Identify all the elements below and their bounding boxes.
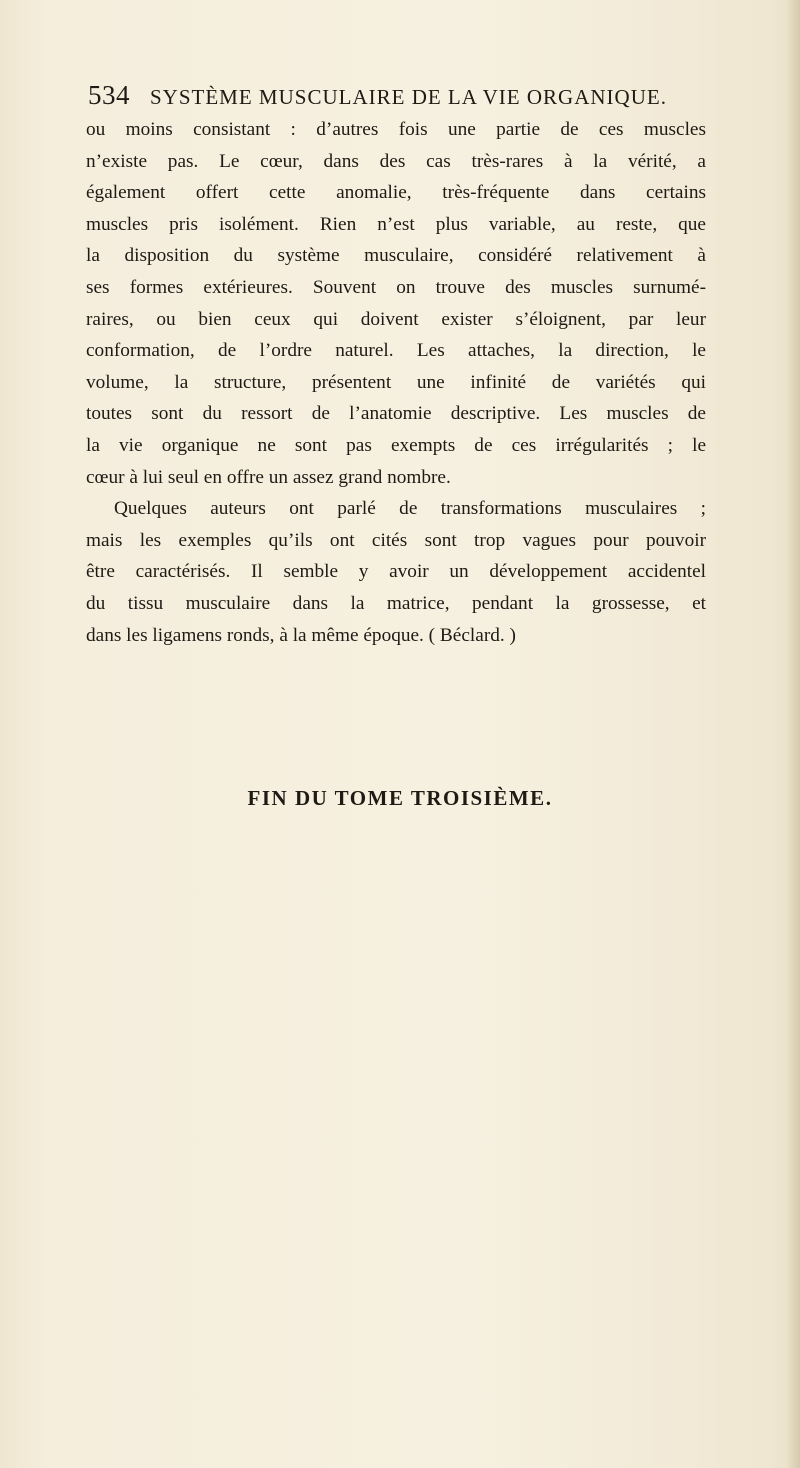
paragraph-end-line: cœur à lui seul en offre un assez grand nombre. (86, 466, 451, 488)
text-line: volume, la structure, présentent une infinité de variétés qui (86, 371, 706, 393)
text-line: du tissu musculaire dans la matrice, pendant la grossesse, et (86, 592, 706, 614)
text-line: la vie organique ne sont pas exempts de ces irrégularités ; le (86, 434, 706, 456)
text-line: n’existe pas. Le cœur, dans des cas très-rares à la vérité, a (86, 150, 706, 172)
text-line: ses formes extérieures. Souvent on trouve des muscles surnumé- (86, 276, 706, 298)
text-line: conformation, de l’ordre naturel. Les attaches, la direction, le (86, 340, 706, 362)
paragraph-start-line: Quelques auteurs ont parlé de transformations musculaires ; (114, 498, 706, 520)
end-of-volume-note: FIN DU TOME TROISIÈME. (247, 786, 553, 810)
body-text (86, 114, 706, 651)
signature-line: dans les ligamens ronds, à la même époque. ( Béclard. ) (86, 624, 516, 646)
text-line: toutes sont du ressort de l’anatomie descriptive. Les muscles de (86, 403, 706, 425)
text-line: être caractérisés. Il semble y avoir un développement accidentel (86, 561, 706, 583)
text-line: mais les exemples qu’ils ont cités sont trop vagues pour pouvoir (86, 529, 706, 551)
running-title: SYSTÈME MUSCULAIRE DE LA VIE ORGANIQUE. (150, 85, 667, 109)
text-line: muscles pris isolément. Rien n’est plus variable, au reste, que (86, 213, 706, 235)
text-line: la disposition du système musculaire, considéré relativement à (86, 245, 706, 267)
text-line: ou moins consistant : d’autres fois une partie de ces muscles (86, 119, 706, 140)
running-head (88, 80, 728, 112)
text-line: également offert cette anomalie, très-fréquente dans certains (86, 182, 706, 204)
page-number: 534 (88, 80, 130, 110)
text-line: raires, ou bien ceux qui doivent exister s’éloignent, par leur (86, 308, 706, 330)
page-edge-shadow (786, 0, 800, 1468)
